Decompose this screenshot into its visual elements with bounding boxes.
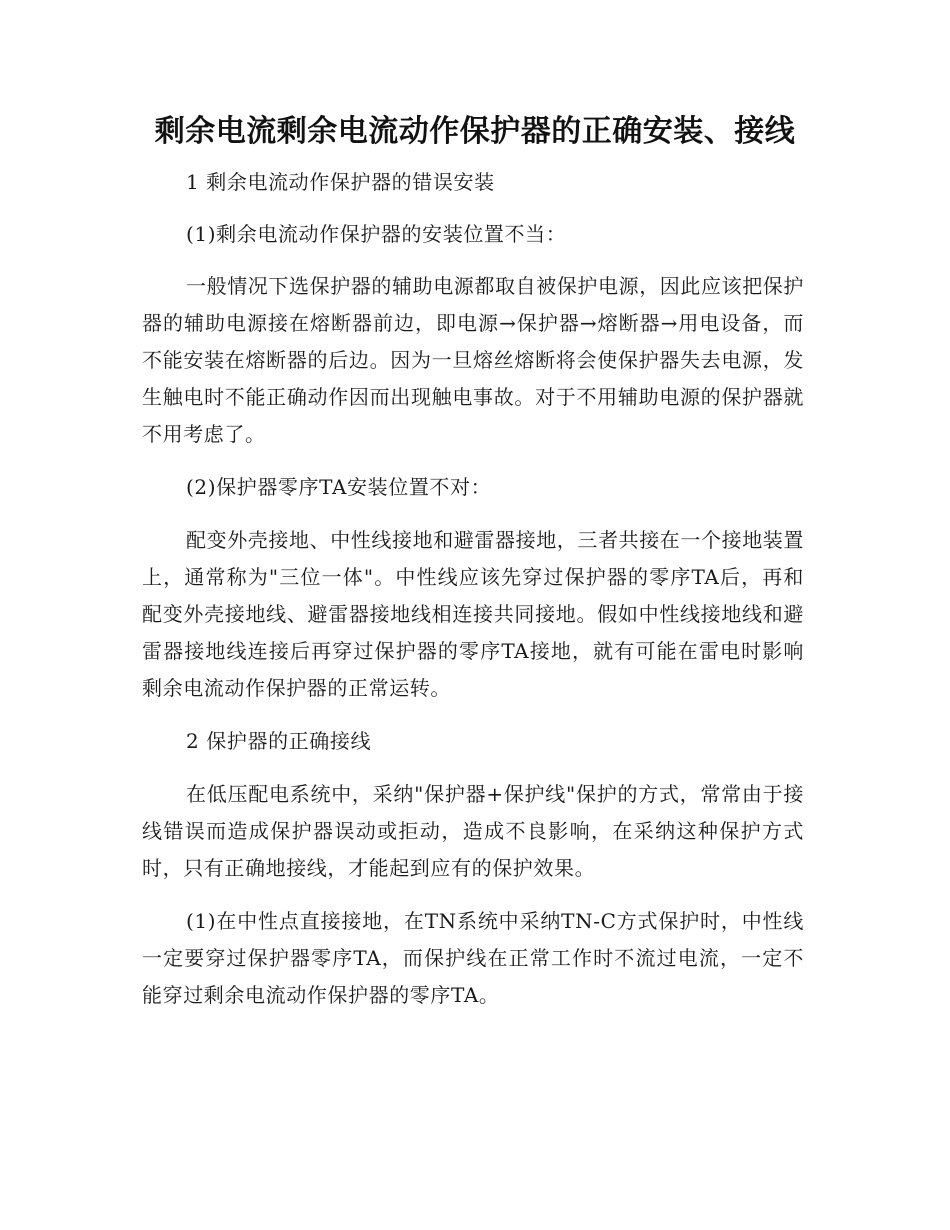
document-title: 剩余电流剩余电流动作保护器的正确安装、接线: [154, 114, 796, 149]
document-body: [142, 164, 804, 1014]
subheading-1-1: (1)剩余电流动作保护器的安装位置不当：: [186, 222, 567, 246]
paragraph-grounding: 配变外壳接地、中性线接地和避雷器接地，三者共接在一个接地装置上，通常称为"三位一体"。中性线应该先穿过保护器的零序TA后，再和配变外壳接地线、避雷器接地线相连接共同接地。假如中性线接地线和避雷器接地线连接后再穿过保护器的零序TA接地，就有可能在雷电时影响剩余电流动作保护器的正常运转。: [142, 528, 804, 700]
subheading-1-2: (2)保护器零序TA安装位置不对：: [186, 475, 492, 499]
paragraph-wiring: 在低压配电系统中，采纳"保护器+保护线"保护的方式，常常由于接线错误而造成保护器误动或拒动，造成不良影响，在采纳这种保护方式时，只有正确地接线，才能起到应有的保护效果。: [142, 782, 804, 880]
paragraph-auxiliary-power: 一般情况下选保护器的辅助电源都取自被保护电源，因此应该把保护器的辅助电源接在熔断器前边，即电源→保护器→熔断器→用电设备，而不能安装在熔断器的后边。因为一旦熔丝熔断将会使保护器失去电源，发生触电时不能正确动作因而出现触电事故。对于不用辅助电源的保护器就不用考虑了。: [142, 274, 804, 446]
paragraph-tn-c: (1)在中性点直接接地，在TN系统中采纳TN-C方式保护时，中性线一定要穿过保护器零序TA，而保护线在正常工作时不流过电流，一定不能穿过剩余电流动作保护器的零序TA。: [142, 909, 804, 1007]
section-heading-1: 1 剩余电流动作保护器的错误安装: [186, 170, 495, 194]
section-heading-2: 2 保护器的正确接线: [186, 729, 372, 753]
